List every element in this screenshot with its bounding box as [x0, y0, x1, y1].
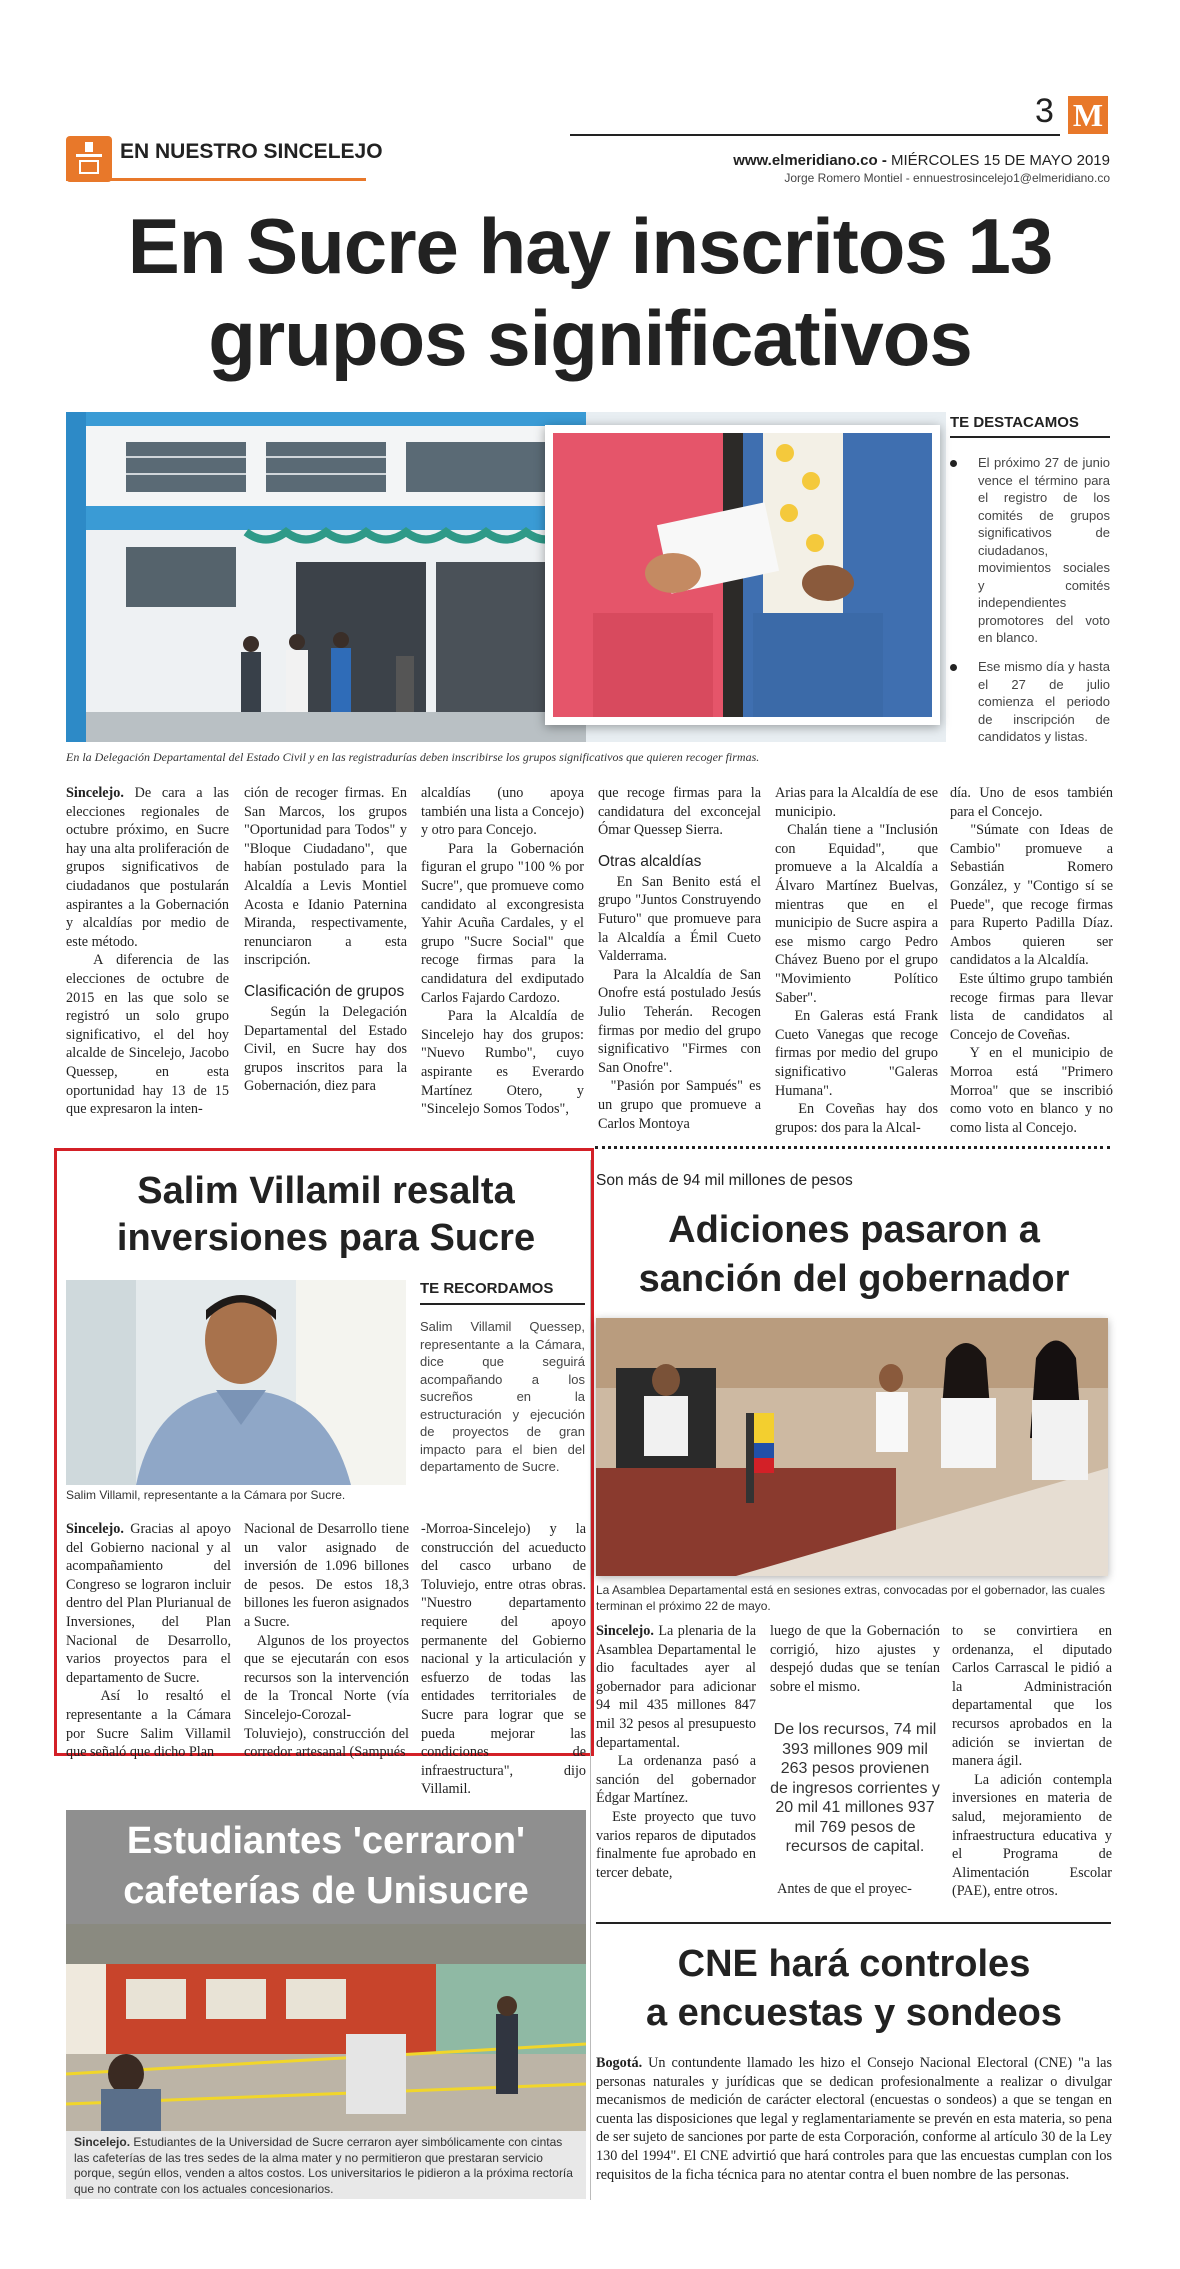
paragraph: De cara a las elecciones regionales de octubre próximo, en Sucre hay una alta proliferación de grupos significativos de ciudadanos que postularán aspirantes a la Gobernación y alcaldías por medio de este método.	[66, 785, 230, 950]
dateline: Sincelejo.	[66, 1521, 124, 1537]
paragraph: "Pasión por Sampués" es un grupo que promueve a Carlos Montoya	[598, 1078, 762, 1132]
paragraph: En Galeras está Frank Cueto Vanegas que recoge firmas por medio del grupo significativo "Galeras Humana".	[775, 1008, 938, 1099]
sidebar-title-destacamos: TE DESTACAMOS	[950, 414, 1079, 431]
paragraph: Y en el municipio de Morroa está "Primero Morroa" que se inscribió como voto en blanco y no como lista al Concejo.	[950, 1045, 1113, 1136]
paragraph: A diferencia de las elecciones de octubre de 2015 en las que solo se registró un solo grupo significativo, el del hoy alcalde de Sincelejo, Jacobo Quessep, en esta oportunidad hay 13 de 15 que expresaron la inten-	[66, 952, 230, 1118]
sidebar-rule	[950, 436, 1110, 438]
brand-logo: M	[1068, 96, 1108, 134]
salim-column-2	[244, 1520, 409, 1762]
cafeteria-photo-caption	[66, 2131, 586, 2199]
masthead-author: Jorge Romero Montiel - ennuestrosincelejo1@elmeridiano.co	[784, 171, 1110, 185]
adiciones-column-3	[952, 1622, 1112, 1901]
paragraph: La ordenanza pasó a sanción del gobernador Édgar Martínez.	[596, 1753, 756, 1807]
bullet-icon	[950, 664, 957, 671]
bullet-icon	[950, 460, 957, 467]
paragraph: En San Benito está el grupo "Juntos Construyendo Futuro" que promueve para la Alcaldía a Émil Cueto Valderrama.	[598, 873, 761, 965]
paragraph: La plenaria de la Asamblea Departamental le dio facultades ayer al gobernador para adicionar 94 mil 435 millones 847 mil 32 pesos al presupuesto departamental.	[596, 1623, 757, 1751]
column-divider	[590, 1160, 591, 2200]
dateline: Sincelejo.	[66, 785, 124, 801]
adiciones-column-1	[596, 1622, 756, 1882]
page-number: 3	[1035, 92, 1054, 130]
salim-headline	[66, 1168, 586, 1262]
dateline: Sincelejo.	[596, 1623, 654, 1639]
paragraph: Arias para la Alcaldía de ese municipio.	[775, 785, 938, 820]
dateline: Sincelejo.	[74, 2135, 131, 2149]
paragraph: día. Uno de esos también para el Concejo.	[950, 785, 1113, 820]
paragraph: Para la Gobernación figuran el grupo "100 % por Sucre", que promueve como candidato al excongresista Yahir Acuña Cardales, y el grupo "Sucre Social" que recoge firmas para la candidatura del exdiputado Carlos Fajardo Cardozo.	[421, 840, 584, 1006]
main-headline-line1: En Sucre hay inscritos 13	[127, 202, 1053, 290]
main-story-column-2	[244, 784, 407, 1096]
main-photo-inset-registration	[545, 425, 940, 725]
paragraph: "Súmate con Ideas de Cambio" promueve a Sebastián Romero González, y "Contigo sí se Puede", que recoge firmas para Ruperto Padilla Díaz. Ambos quieren ser candidatos a la Alcaldía.	[950, 822, 1114, 969]
masthead-date	[720, 152, 1110, 169]
pull-quote: De los recursos, 74 mil 393 millones 909 mil 263 pesos provienen de ingresos corrientes y 20 mil 41 millones 937 mil 769 pesos de recursos de capital.	[770, 1721, 940, 1855]
sidebar-text: Salim Villamil Quessep, representante a la Cámara, dice que seguirá acompañando a los sucreños en la estructuración y ejecución de proyectos de gran impacto para el bien del departamento de Sucre.	[420, 1319, 585, 1474]
salim-photo-caption: Salim Villamil, representante a la Cámara por Sucre.	[66, 1488, 346, 1502]
sidebar-item-text: Ese mismo día y hasta el 27 de julio comienza el periodo de inscripción de candidatos y listas.	[978, 659, 1110, 744]
paragraph: En Coveñas hay dos grupos: dos para la Alcal-	[775, 1101, 938, 1136]
cne-body	[596, 2054, 1112, 2184]
cne-headline-line1: CNE hará controles	[677, 1943, 1031, 1985]
section-underline	[66, 178, 366, 181]
cafeteria-photo	[66, 1924, 586, 2131]
section-divider	[596, 1922, 1111, 1924]
adiciones-headline-line2: sanción del gobernador	[638, 1258, 1070, 1300]
ballot-box-icon	[66, 136, 112, 182]
sidebar-item	[950, 454, 1110, 647]
paragraph: Chalán tiene a "Inclusión con Equidad", que promueve a la Alcaldía a Álvaro Martínez Buelvas, mientras que en el municipio de Sucre aspira a ese mismo cargo Pedro Chávez Bueno por el grupo "Movimiento Político Saber".	[775, 822, 938, 1006]
assembly-photo	[596, 1318, 1108, 1576]
adiciones-kicker: Son más de 94 mil millones de pesos	[596, 1172, 853, 1189]
sidebar-title-recordamos: TE RECORDAMOS	[420, 1280, 554, 1297]
main-story-column-1	[66, 784, 229, 1119]
paragraph: Gracias al apoyo del Gobierno nacional y al acompañamiento del Congreso se lograron incluir dentro del Plan Plurianual de Inversiones, del Plan Nacional de Desarrollo, varios proyectos para el departamento de Sucre.	[66, 1521, 231, 1686]
main-story-column-4	[598, 784, 761, 1133]
paragraph: que recoge firmas para la candidatura del exconcejal Ómar Quessep Sierra.	[598, 785, 761, 839]
section-divider-dotted	[595, 1146, 1110, 1149]
dateline: Bogotá.	[596, 2055, 643, 2071]
paragraph: Así lo resaltó el representante a la Cámara por Sucre Salim Villamil que señaló que dicho Plan	[66, 1688, 231, 1761]
section-label: EN NUESTRO SINCELEJO	[120, 140, 383, 163]
cne-headline-line2: a encuestas y sondeos	[645, 1992, 1063, 2034]
header-rule	[570, 134, 1060, 136]
estudiantes-headline-line2: cafeterías de Unisucre	[123, 1870, 529, 1912]
subhead: Otras alcaldías	[598, 852, 702, 870]
main-photo-caption: En la Delegación Departamental del Estado Civil y en las registradurías deben inscribirse los grupos significativos que quieren recoger firmas.	[66, 750, 760, 764]
adiciones-headline	[596, 1206, 1112, 1304]
estudiantes-headline	[66, 1816, 586, 1916]
main-story-column-6	[950, 784, 1113, 1137]
paragraph: to se convirtiera en ordenanza, el diputado Carlos Carrascal le pidió a la Administración departamental que los recursos aprobados en la adición se inviertan de manera ágil.	[952, 1623, 1112, 1770]
salim-headline-line1: Salim Villamil resalta	[137, 1170, 515, 1212]
paragraph: Este proyecto que tuvo varios reparos de diputados finalmente fue aprobado en tercer debate,	[596, 1808, 756, 1881]
paragraph: alcaldías (uno apoya también una lista a Concejo) y otro para Concejo.	[421, 785, 584, 839]
adiciones-column-2	[770, 1622, 940, 1696]
salim-column-3	[421, 1520, 586, 1799]
salim-column-1	[66, 1520, 231, 1762]
main-story-column-3	[421, 784, 584, 1119]
paragraph: Un contundente llamado les hizo el Consejo Nacional Electoral (CNE) "a las personas naturales y jurídicas que se dedican profesionalmente a realizar o divulgar mecanismos de medición de carácter electoral (encuestas o sondeos) a que se tengan en cuenta las disposiciones que legal y reglamentariamente se prevén en esta materia, so pena de ser sujeto de sanciones por parte de esta Corporación, conforme al artículo 30 de la Ley 130 del 1994". El CNE advirtió que hará controles para que las encuestas cumplan con los requisitos de la ficha técnica para no atentar contra el buen nombre de las personas.	[596, 2055, 1113, 2183]
site-url[interactable]: www.elmeridiano.co -	[733, 152, 887, 169]
main-headline-line2: grupos significativos	[208, 294, 972, 382]
adiciones-column-2-tail	[770, 1880, 940, 1899]
main-headline	[40, 200, 1140, 384]
paragraph: luego de que la Gobernación corrigió, hizo ajustes y despejó dudas que se tenían sobre el mismo.	[770, 1623, 940, 1695]
adiciones-headline-line1: Adiciones pasaron a	[668, 1209, 1040, 1251]
salim-headline-line2: inversiones para Sucre	[116, 1217, 536, 1259]
sidebar-rule	[420, 1303, 585, 1305]
paragraph: Este último grupo también recoge firmas para llevar lista de candidatos al Concejo de Coveñas.	[950, 970, 1113, 1043]
caption-text: Estudiantes de la Universidad de Sucre cerraron ayer simbólicamente con cintas las cafeterías de las tres sedes de la alma mater y no permitieron que prestaran servicio porque, según ellos, venden a altos costos. Los universitarios le pidieron a la próxima rectoría que no contrate con los actuales concesionarios.	[74, 2135, 573, 2196]
estudiantes-headline-line1: Estudiantes 'cerraron'	[126, 1820, 526, 1862]
cne-headline	[596, 1940, 1112, 2038]
paragraph: -Morroa-Sincelejo) y la construcción del acueducto del casco urbano de Toluviejo, entre otras obras. "Nuestro departamento requiere del apoyo permanente del Gobierno nacional y la articulación y esfuerzo de todas las entidades territoriales de Sucre para lograr que se pueda mejorar las condiciones de infraestructura", dijo Villamil.	[421, 1521, 586, 1798]
paragraph: Algunos de los proyectos que se ejecutarán con esos recursos son la intervención de la Troncal Norte (vía Sincelejo-Corozal-Toluviejo), construcción del corredor artesanal (Sampués	[244, 1632, 409, 1761]
sidebar-item	[950, 658, 1110, 746]
assembly-photo-caption: La Asamblea Departamental está en sesiones extras, convocadas por el gobernador, las cuales terminan el próximo 22 de mayo.	[596, 1583, 1105, 1613]
sidebar-item-text: El próximo 27 de junio vence el término para el registro de los comités de grupos significativos de ciudadanos, movimientos sociales y comités independientes promotores del voto en blanco.	[978, 455, 1110, 645]
subhead: Clasificación de grupos	[244, 982, 405, 1000]
paragraph: Para la Alcaldía de San Onofre está postulado Jesús Julio Teherán. Recogen firmas por medio del grupo significativo "Firmes con San Onofre".	[598, 966, 761, 1076]
issue-date: MIÉRCOLES 15 DE MAYO 2019	[891, 152, 1110, 169]
salim-photo	[66, 1280, 406, 1485]
paragraph: ción de recoger firmas. En San Marcos, los grupos "Oportunidad para Todos" y "Bloque Ciudadano", que habían postulado para la Alcaldía a Levis Montiel Acosta e Idanio Paternina Miranda, respectivamente, renunciaron a esta inscripción.	[244, 785, 407, 969]
paragraph: Antes de que el proyec-	[777, 1881, 912, 1897]
paragraph: Para la Alcaldía de Sincelejo hay dos grupos: "Nuevo Rumbo", cuyo aspirante es Everardo Martínez Otero, y "Sincelejo Somos Todos",	[421, 1008, 584, 1118]
paragraph: La adición contempla inversiones en materia de salud, mejoramiento de infraestructura educativa y el Programa de Alimentación Escolar (PAE), entre otros.	[952, 1771, 1112, 1900]
paragraph: Nacional de Desarrollo tiene un valor asignado de inversión de 1.096 billones de pesos. De estos 18,3 billones les fueron asignados a Sucre.	[244, 1521, 409, 1630]
paragraph: Según la Delegación Departamental del Estado Civil, en Sucre hay dos grupos inscritos para la Gobernación, diez para	[244, 1003, 407, 1095]
main-story-column-5	[775, 784, 938, 1137]
